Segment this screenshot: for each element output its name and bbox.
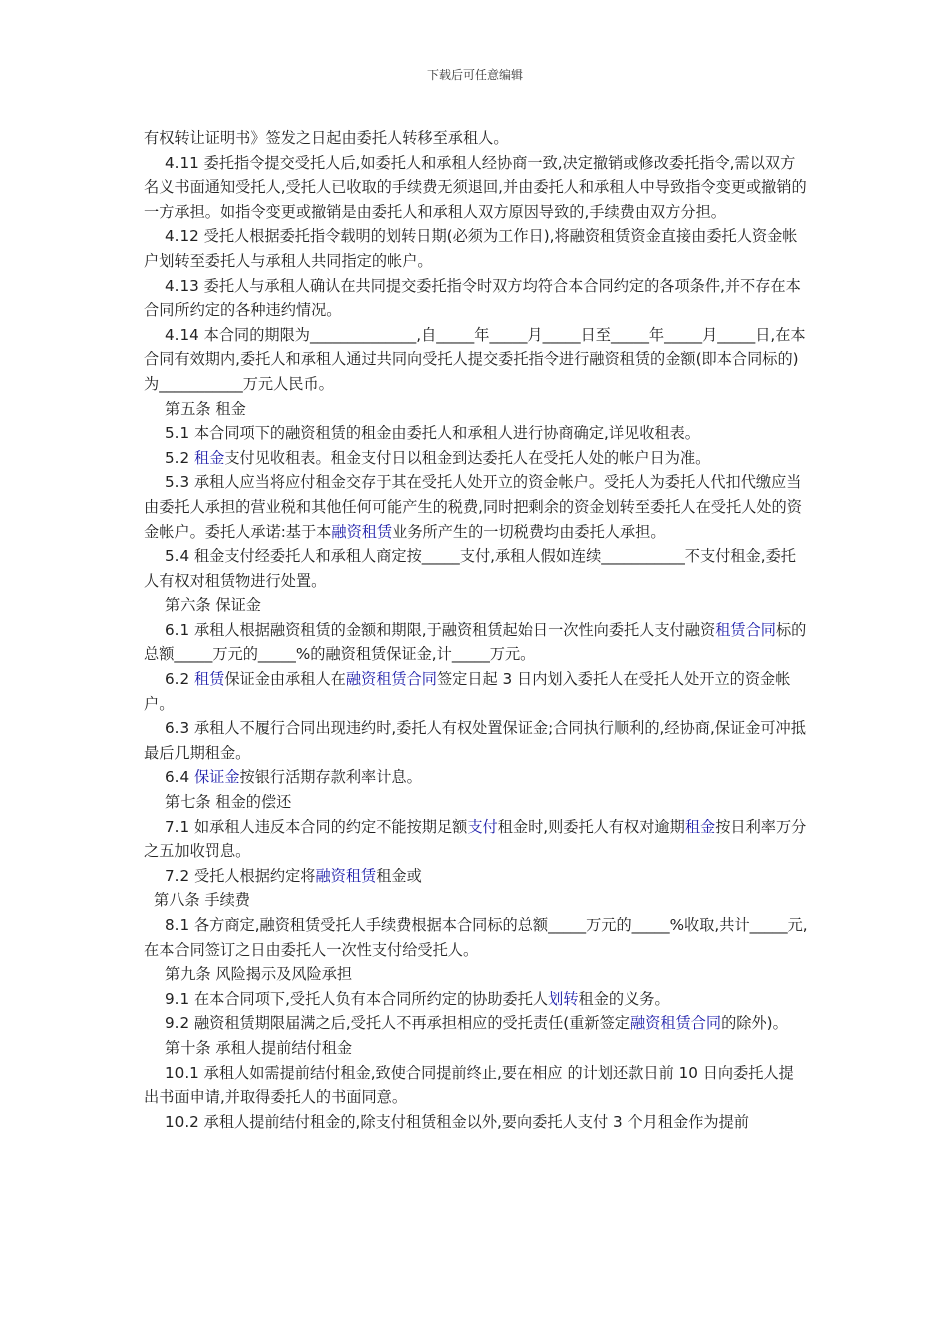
text-run: 9.2 融资租赁期限届满之后,受托人不再承担相应的受托责任(重新签定 xyxy=(165,1014,630,1033)
clause-9-2 xyxy=(144,1011,808,1036)
section-heading-7: 第七条 租金的偿还 xyxy=(165,793,292,812)
hyperlink-financial-lease-contract[interactable]: 融资租赁合同 xyxy=(345,670,437,689)
text-run: 6.4 xyxy=(165,768,194,787)
hyperlink-deposit[interactable]: 保证金 xyxy=(193,768,240,787)
hyperlink-lease-contract[interactable]: 租赁合同 xyxy=(715,620,776,639)
clause-4-14: 4.14 本合同的期限为______________,自_____年_____月_____日至_____年_____月_____日,在本合同有效期内,委托人和承租人通过共同向受托人提交委托指令进行融资租赁的金额(即本合同标的)为___________万元人民币。 xyxy=(144,325,806,393)
clause-4-11: 4.11 委托指令提交受托人后,如委托人和承租人经协商一致,决定撤销或修改委托指令,需以双方名义书面通知受托人,受托人已收取的手续费无须退回,并由委托人和承租人中导致指令变更或撤销的一方承担。如指令变更或撤销是由委托人和承租人双方原因导致的,手续费由双方分担。 xyxy=(144,153,807,221)
text-run: 5.3 承租人应当将应付租金交存于其在受托人处开立的资金帐户。受托人为委托人代扣代缴应当由委托人承担的营业税和其他任何可能产生的税费,同时把剩余的资金划转至委托人在受托人处的资金帐户。委托人承诺:基于本 xyxy=(144,473,802,541)
clause-7-1 xyxy=(144,815,808,864)
text-run: 按日利率万分之五加收罚息。 xyxy=(144,817,807,861)
paragraph: 有权转让证明书》签发之日起由委托人转移至承租人。 xyxy=(144,129,509,147)
clause-9-1 xyxy=(144,987,808,1012)
hyperlink-payment[interactable]: 支付 xyxy=(467,817,498,836)
text-run: 9.1 在本合同项下,受托人负有本合同所约定的协助委托人 xyxy=(165,989,549,1008)
hyperlink-financial-lease-contract[interactable]: 融资租赁合同 xyxy=(629,1014,722,1033)
clause-7-2 xyxy=(144,864,808,889)
clause-5-2 xyxy=(144,446,808,471)
text-run: 6.2 xyxy=(165,670,194,689)
clause-5-1: 5.1 本合同项下的融资租赁的租金由委托人和承租人进行协商确定,详见收租表。 xyxy=(165,424,700,443)
text-run: 支付见收租表。租金支付日以租金到达委托人在受托人处的帐户日为准。 xyxy=(224,448,711,467)
page-header: 下载后可任意编辑 xyxy=(426,68,523,82)
text-run: 租金时,则委托人有权对逾期 xyxy=(497,817,685,836)
hyperlink-financial-leasing[interactable]: 融资租赁 xyxy=(315,866,377,885)
text-run: 5.2 xyxy=(165,448,194,467)
clause-10-2: 10.2 承租人提前结付租金的,除支付租赁租金以外,要向委托人支付 3 个月租金作为提前 xyxy=(165,1112,749,1131)
text-run: 的除外)。 xyxy=(721,1014,788,1033)
hyperlink-rent[interactable]: 租金 xyxy=(684,817,716,836)
section-heading-8: 第八条 手续费 xyxy=(154,891,250,910)
text-run: 业务所产生的一切税费均由委托人承担。 xyxy=(392,522,666,541)
hyperlink-rent[interactable]: 租金 xyxy=(193,448,225,467)
section-heading-5: 第五条 租金 xyxy=(165,399,246,418)
clause-6-3: 6.3 承租人不履行合同出现违约时,委托人有权处置保证金;合同执行顺利的,经协商,保证金可冲抵最后几期租金。 xyxy=(144,719,806,762)
clause-4-13: 4.13 委托人与承租人确认在共同提交委托指令时双方均符合本合同约定的各项条件,并不存在本合同所约定的各种违约情况。 xyxy=(144,276,801,320)
text-run: 租金或 xyxy=(376,866,422,885)
clause-5-4: 5.4 租金支付经委托人和承租人商定按_____支付,承租人假如连续___________不支付租金,委托人有权对租赁物进行处置。 xyxy=(144,547,796,590)
clause-6-4 xyxy=(144,765,808,790)
clause-10-1: 10.1 承租人如需提前结付租金,致使合同提前终止,要在相应 的计划还款日前 10 日向委托人提出书面申请,并取得委托人的书面同意。 xyxy=(144,1063,794,1107)
clause-8-1: 8.1 各方商定,融资租赁受托人手续费根据本合同标的总额_____万元的_____%收取,共计_____元,在本合同签订之日由委托人一次性支付给受托人。 xyxy=(144,916,808,959)
clause-5-3 xyxy=(144,470,808,544)
clause-4-12: 4.12 受托人根据委托指令载明的划转日期(必须为工作日),将融资租赁资金直接由委托人资金帐户划转至委托人与承租人共同指定的帐户。 xyxy=(144,227,798,270)
clause-6-1 xyxy=(144,618,808,667)
text-run: 7.2 受托人根据约定将 xyxy=(165,866,316,885)
text-run: 租金的义务。 xyxy=(578,989,670,1008)
text-run: 6.1 承租人根据融资租赁的金额和期限,于融资租赁起始日一次性向委托人支付融资 xyxy=(165,620,716,639)
section-heading-9: 第九条 风险揭示及风险承担 xyxy=(165,965,353,984)
hyperlink-financial-leasing[interactable]: 融资租赁 xyxy=(331,522,393,541)
text-run: 7.1 如承租人违反本合同的约定不能按期足额 xyxy=(165,817,468,836)
document-body xyxy=(144,126,808,1134)
section-heading-10: 第十条 承租人提前结付租金 xyxy=(165,1038,353,1057)
hyperlink-transfer[interactable]: 划转 xyxy=(548,989,579,1008)
clause-6-2 xyxy=(144,667,808,716)
text-run: 按银行活期存款利率计息。 xyxy=(239,768,422,787)
text-run: 保证金由承租人在 xyxy=(224,670,346,689)
section-heading-6: 第六条 保证金 xyxy=(165,596,261,615)
text-run: 签定日起 3 日内划入委托人在受托人处开立的资金帐户。 xyxy=(144,670,791,713)
text-run: 标的总额_____万元的_____%的融资租赁保证金,计_____万元。 xyxy=(144,620,807,664)
hyperlink-lease[interactable]: 租赁 xyxy=(193,670,225,689)
